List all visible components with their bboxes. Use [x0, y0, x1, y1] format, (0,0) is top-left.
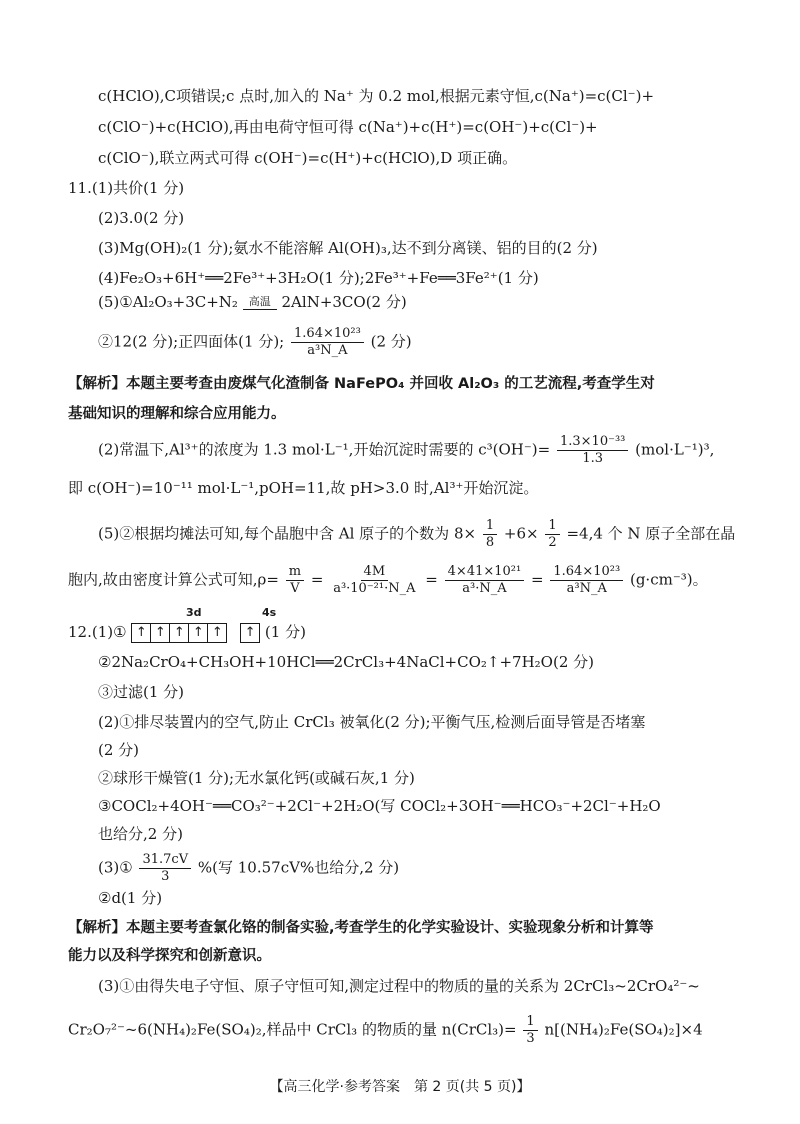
fraction [291, 326, 364, 359]
text-segment: (1 分) [264, 623, 306, 641]
text-line: ②d(1 分) [98, 889, 163, 907]
text-segment: (2 分) [370, 332, 412, 351]
spin-up-arrow-icon: ↑ [189, 624, 208, 642]
fraction-numerator: 4×41×10²¹ [445, 564, 525, 581]
spin-up-arrow-icon: ↑ [151, 624, 170, 642]
equation-line [98, 292, 407, 312]
text-line [68, 1014, 703, 1047]
fraction-numerator: 1 [545, 518, 559, 535]
text-line: ②球形干燥管(1 分);无水氯化钙(或碱石灰,1 分) [98, 769, 415, 787]
text-line: (2)①排尽装置内的空气,防止 CrCl₃ 被氧化(2 分);平衡气压,检测后面导管是否堵塞 [98, 713, 646, 731]
text-segment: (g·cm⁻³)。 [629, 570, 708, 589]
text-line [98, 852, 399, 885]
fraction-numerator: 1 [483, 518, 497, 535]
reaction-arrow [243, 309, 277, 310]
analysis-heading: 基础知识的理解和综合应用能力。 [68, 406, 286, 422]
page-footer: 【高三化学·参考答案 第 2 页(共 5 页)】 [269, 1079, 531, 1095]
text-line: ③过滤(1 分) [98, 683, 185, 701]
fraction-denominator: a³N_A [307, 343, 348, 358]
fraction [483, 518, 497, 551]
fraction-denominator: 2 [548, 535, 557, 550]
spin-up-arrow-icon: ↑ [244, 625, 256, 640]
text-line: (4)Fe₂O₃+6H⁺══2Fe³⁺+3H₂O(1 分);2Fe³⁺+Fe══3Fe²⁺(1 分) [98, 269, 539, 287]
fraction-numerator: 1.64×10²³ [550, 564, 623, 581]
text-line: 也给分,2 分) [98, 825, 183, 843]
text-line: (2)3.0(2 分) [98, 209, 185, 227]
fraction [330, 564, 418, 597]
spin-up-arrow-icon: ↑ [211, 625, 223, 640]
density-formula-line [68, 564, 708, 597]
fraction-denominator: 1.3 [582, 451, 604, 466]
spin-up-arrow-icon: ↑ [170, 624, 189, 642]
text-segment: ②12(2 分);正四面体(1 分); [98, 332, 285, 351]
text-segment: Cr₂O₇²⁻~6(NH₄)₂Fe(SO₄)₂,样品中 CrCl₃ 的物质的量 n(CrCl₃)= [68, 1020, 517, 1039]
equals-sign: = [531, 570, 544, 589]
fraction [286, 564, 304, 597]
text-line [98, 518, 735, 551]
text-segment: n[(NH₄)₂Fe(SO₄)₂]×4 [544, 1020, 703, 1039]
fraction-denominator: 8 [485, 535, 495, 550]
fraction [550, 564, 623, 597]
fraction [139, 852, 191, 885]
fraction [523, 1014, 537, 1047]
fraction-numerator: m [286, 564, 304, 581]
analysis-heading: 能力以及科学探究和创新意识。 [68, 948, 271, 964]
analysis-heading: 【解析】本题主要考查氯化铬的制备实验,考查学生的化学实验设计、实验现象分析和计算等 [68, 920, 654, 936]
electron-configuration-line [68, 622, 306, 643]
text-line: (3)①由得失电子守恒、原子守恒可知,测定过程中的物质的量的关系为 2CrCl₃~2CrO₄²⁻~ [98, 977, 700, 995]
text-line: (2 分) [98, 741, 140, 759]
orbital-label-4s: 4s [262, 606, 277, 619]
text-line: c(ClO⁻),联立两式可得 c(OH⁻)=c(H⁺)+c(HClO),D 项正确。 [98, 149, 518, 167]
text-segment: 胞内,故由密度计算公式可知,ρ= [68, 570, 279, 589]
reaction-condition [243, 296, 277, 310]
text-segment: (2)常温下,Al³⁺的浓度为 1.3 mol·L⁻¹,开始沉淀时需要的 c³(OH⁻)= [98, 440, 551, 459]
text-segment: %(写 10.57cV%也给分,2 分) [197, 858, 400, 877]
equals-sign: = [310, 570, 324, 589]
fraction-numerator: 1 [523, 1014, 537, 1031]
fraction-denominator: a³·10⁻²¹·N_A [333, 581, 416, 596]
fraction-numerator: 4M [361, 564, 389, 581]
condition-text: 高温 [248, 295, 271, 308]
text-line: ③COCl₂+4OH⁻══CO₃²⁻+2Cl⁻+2H₂O(写 COCl₂+3OH⁻══HCO₃⁻+2Cl⁻+H₂O [98, 797, 661, 815]
text-line: (3)Mg(OH)₂(1 分);氨水不能溶解 Al(OH)₃,达不到分离镁、铝的目的(2 分) [98, 239, 598, 257]
fraction [557, 434, 628, 467]
analysis-heading: 【解析】本题主要考查由废煤气化渣制备 NaFePO₄ 并回收 Al₂O₃ 的工艺流程,考查学生对 [68, 376, 655, 392]
text-line: 即 c(OH⁻)=10⁻¹¹ mol·L⁻¹,pOH=11,故 pH>3.0 时,Al³⁺开始沉淀。 [68, 479, 539, 497]
text-segment: (3)① [98, 858, 133, 877]
text-segment: 12.(1)① [68, 623, 127, 641]
fraction-numerator: 1.64×10²³ [291, 326, 364, 343]
4s-orbital-box [240, 623, 260, 643]
spin-up-arrow-icon: ↑ [132, 624, 151, 642]
equation-right: 2AlN+3CO(2 分) [281, 293, 407, 311]
fraction-denominator: 3 [161, 869, 170, 884]
fraction-denominator: a³N_A [566, 581, 607, 596]
fraction-numerator: 1.3×10⁻³³ [557, 434, 628, 451]
text-line: c(ClO⁻)+c(HClO),再由电荷守恒可得 c(Na⁺)+c(H⁺)=c(OH⁻)+c(Cl⁻)+ [98, 118, 598, 136]
text-line: c(HClO),C项错误;c 点时,加入的 Na⁺ 为 0.2 mol,根据元素守恒,c(Na⁺)=c(Cl⁻)+ [98, 87, 655, 105]
question-11-heading: 11.(1)共价(1 分) [68, 179, 185, 197]
text-line [98, 434, 714, 467]
orbital-label-3d: 3d [186, 606, 202, 619]
equals-sign: = [425, 570, 438, 589]
3d-orbital-boxes [131, 623, 227, 643]
fraction [545, 518, 559, 551]
text-segment: +6× [503, 524, 539, 543]
fraction-denominator: V [290, 581, 300, 596]
fraction-denominator: a³·N_A [462, 581, 507, 596]
equation-left: (5)①Al₂O₃+3C+N₂ [98, 293, 238, 311]
fraction-denominator: 3 [526, 1031, 535, 1046]
text-segment: (5)②根据均摊法可知,每个晶胞中含 Al 原子的个数为 8× [98, 524, 477, 543]
text-line: ②2Na₂CrO₄+CH₃OH+10HCl══2CrCl₃+4NaCl+CO₂↑+7H₂O(2 分) [98, 653, 594, 671]
text-segment: =4,4 个 N 原子全部在晶 [566, 524, 736, 543]
fraction-numerator: 31.7cV [139, 852, 191, 869]
text-line [98, 326, 412, 359]
fraction [445, 564, 525, 597]
text-segment: (mol·L⁻¹)³, [635, 440, 715, 459]
